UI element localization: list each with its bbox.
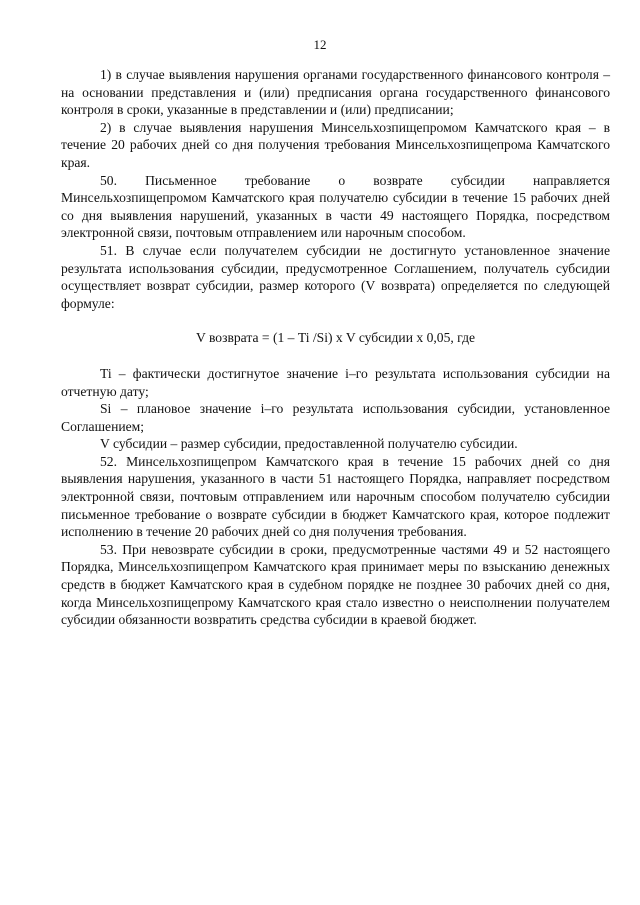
definition-si: Si – плановое значение i–го результата использования субсидии, установленное Соглашением; [61, 401, 610, 434]
paragraph-item-1-return-by-control-body: 1) в случае выявления нарушения органами государственного финансового контроля – на основании представления и (или) предписания органа государственного финансового контроля в сроки, указанные в представлении и (или) предписании; [61, 67, 610, 118]
paragraph-53-recovery-measures: 53. При невозврате субсидии в сроки, предусмотренные частями 49 и 52 настоящего Порядка, Минсельхозпищепром Камчатского края принимает меры по взысканию денежных средств в бюджет Камчатского края в судебном порядке не позднее 30 рабочих дней со дня, когда Минсельхозпищепрому Камчатского края стало известно о неисполнении получателем субсидии обязанности возвратить средства субсидии в краевой бюджет. [61, 541, 610, 628]
definition-v-subsidy: V субсидии – размер субсидии, предоставленной получателю субсидии. [100, 436, 518, 452]
paragraph-51-return-formula-intro: 51. В случае если получателем субсидии не достигнуто установленное значение результата использования субсидии, предусмотренное Соглашением, получатель субсидии осуществляет возврат субсидии, размер которого (V возврата) определяется по следующей формуле: [61, 242, 610, 311]
document-body [61, 66, 610, 629]
definition-ti: Ti – фактически достигнутое значение i–го результата использования субсидии на отчетную дату; [61, 365, 610, 399]
paragraph-52-demand-notice: 52. Минсельхозпищепром Камчатского края в течение 15 рабочих дней со дня выявления нарушения, указанного в части 51 настоящего Порядка, направляет посредством электронной связи, почтовым отправлением или нарочным способом получателю субсидии письменное требование о возврате субсидии в бюджет Камчатского края, которое подлежит исполнению в течение 20 рабочих дней со дня получения требования. [61, 453, 610, 540]
paragraph-50-written-demand: 50. Письменное требование о возврате субсидии направляется Минсельхозпищепромом Камчатского края получателю субсидии в течение 15 рабочих дней со дня выявления нарушений, указанных в части 49 настоящего Порядка, посредством электронной связи, почтовым отправлением или нарочным способом. [61, 172, 610, 241]
paragraph-item-2-return-by-ministry: 2) в случае выявления нарушения Минсельхозпищепромом Камчатского края – в течение 20 рабочих дней со дня получения требования Минсельхозпищепрома Камчатского края. [61, 119, 610, 170]
page-number: 12 [313, 37, 327, 52]
return-formula: V возврата = (1 – Ti /Si) x V субсидии x 0,05, где [195, 330, 476, 346]
